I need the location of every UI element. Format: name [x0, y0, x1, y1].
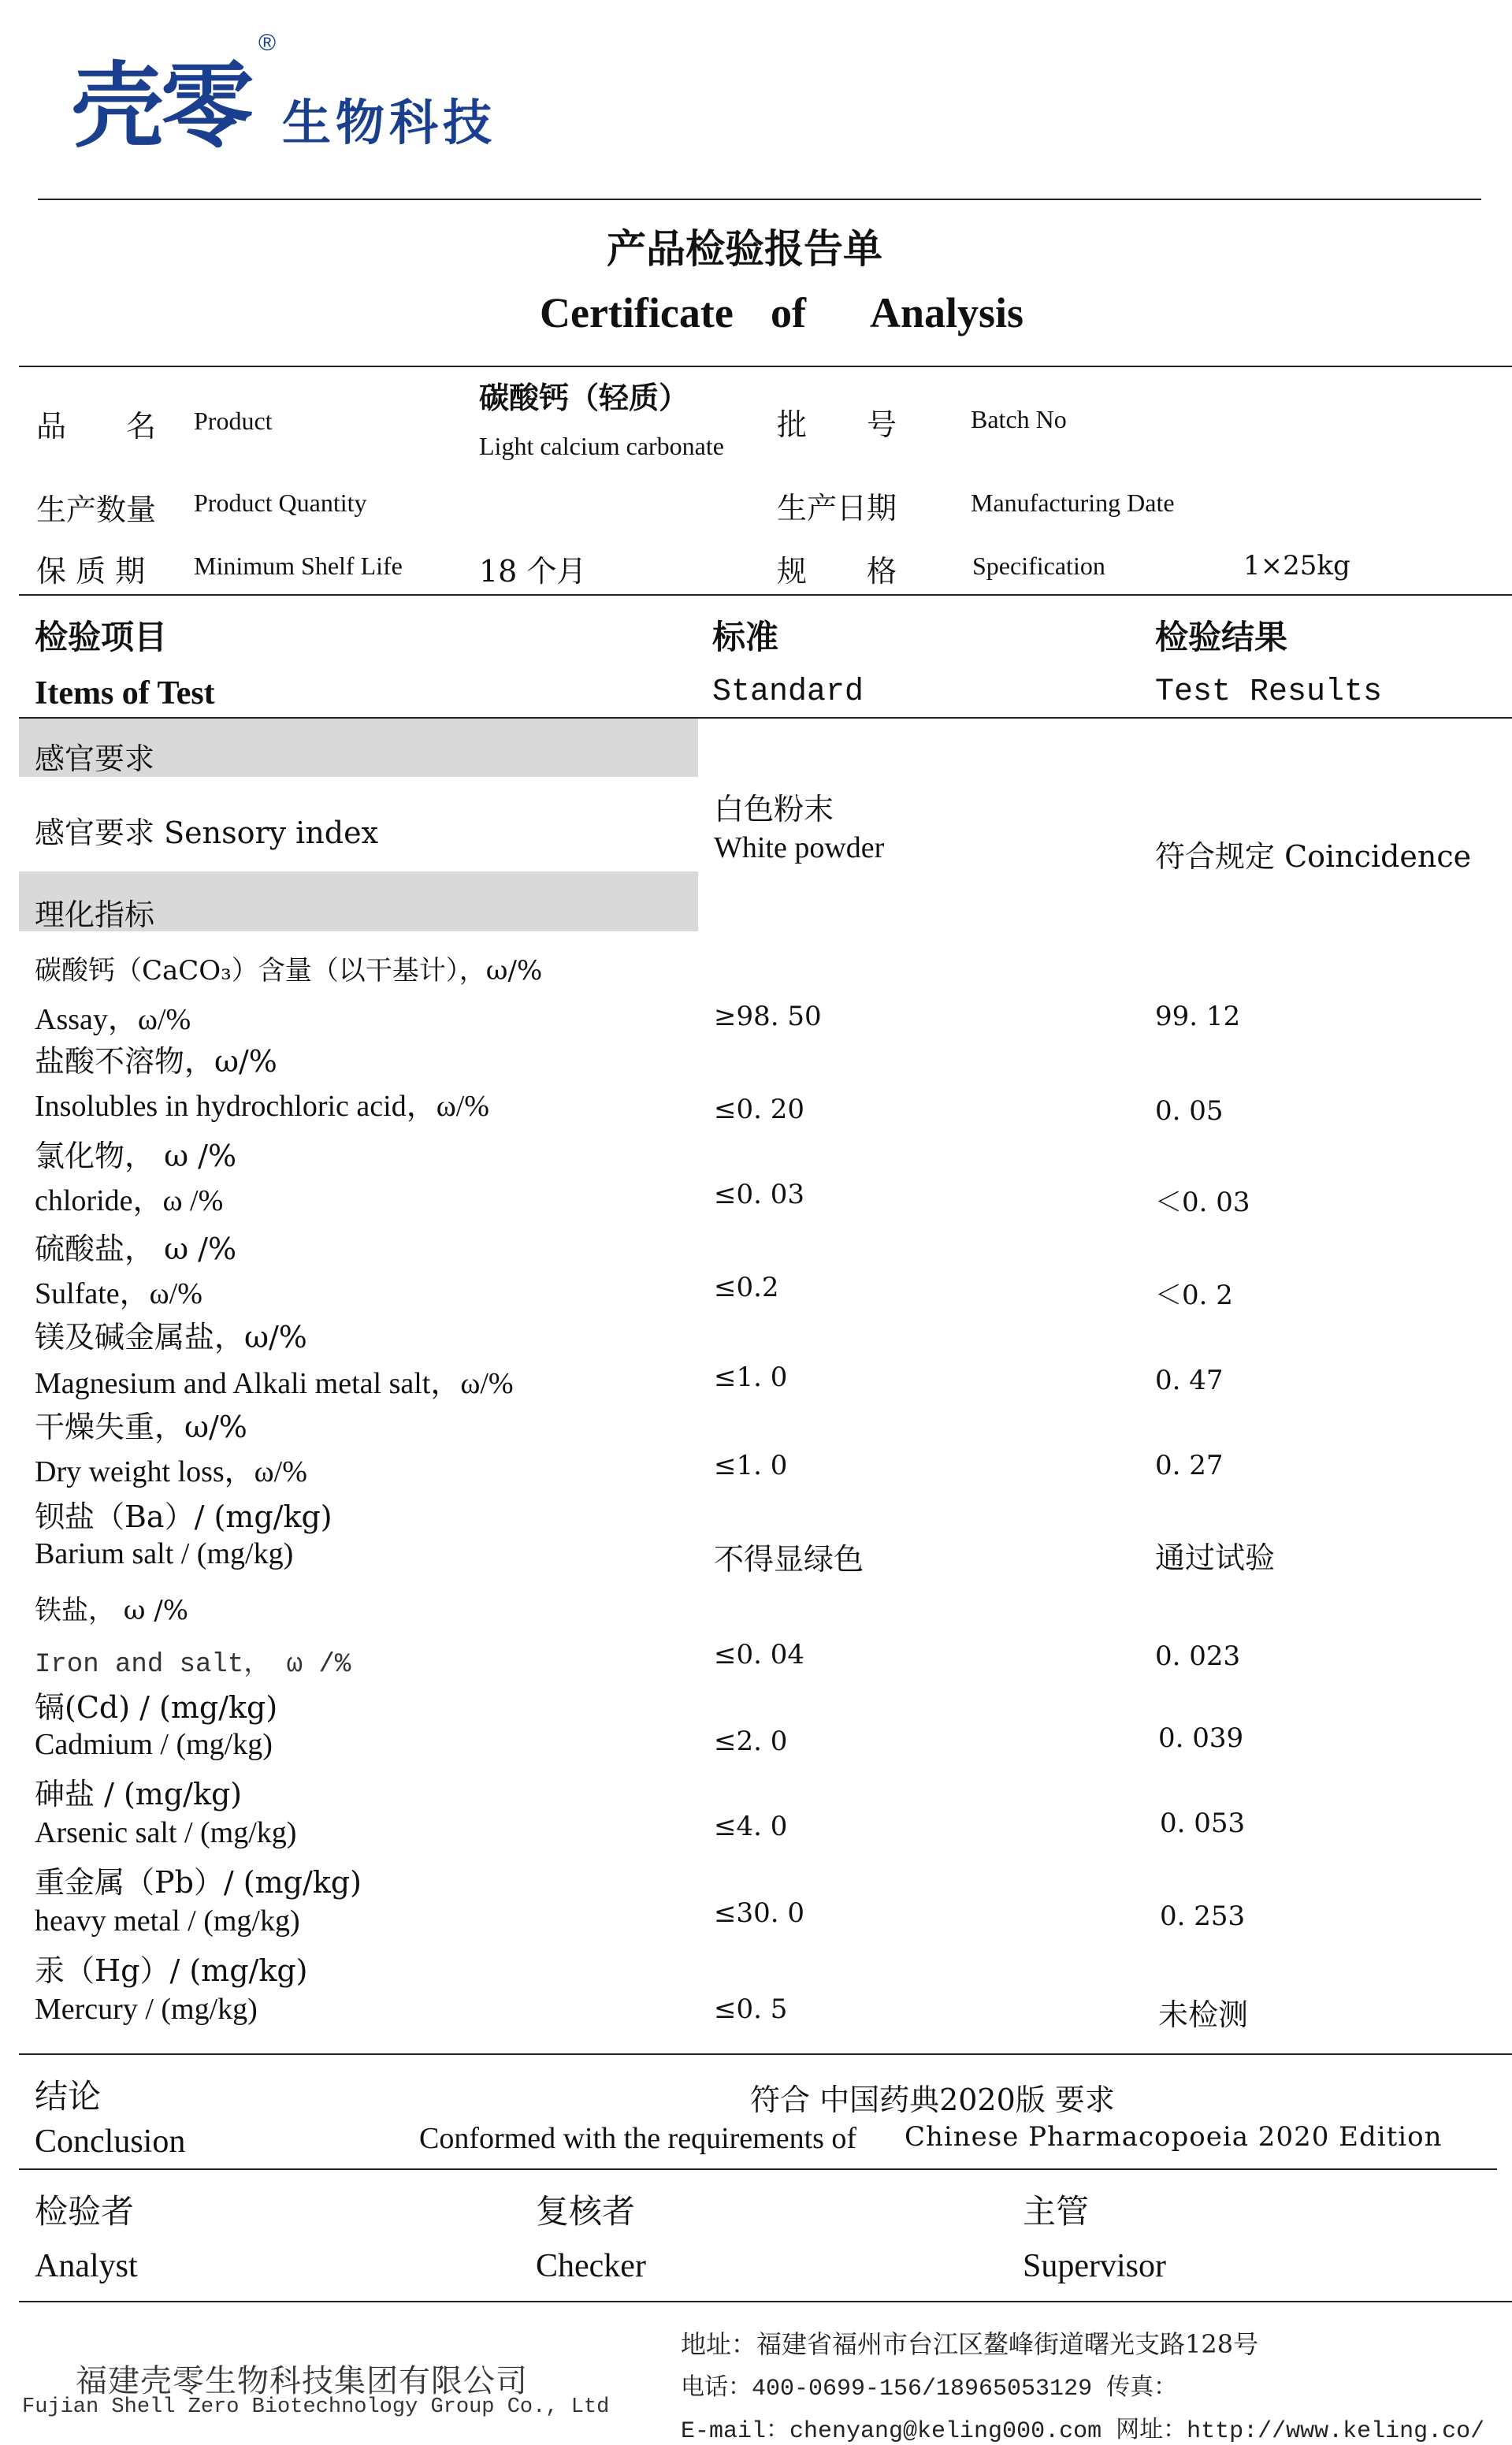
company-name-en: Fujian Shell Zero Biotechnology Group Co., Ltd	[22, 2395, 610, 2419]
registered-mark: ®	[258, 30, 277, 56]
row-standard: ≤4. 0	[714, 1811, 788, 1842]
logo-subtitle: 生物科技	[282, 94, 497, 151]
spec-label-en: Specification	[972, 552, 1105, 580]
sensory-standard-cn: 白色粉末	[714, 792, 834, 827]
shelf-label-cn: 保 质 期	[36, 554, 146, 589]
header-divider	[38, 199, 1481, 200]
row-result: 0. 05	[1155, 1095, 1224, 1127]
row-cn: 干燥失重，ω/%	[35, 1410, 247, 1444]
row-result: ＜0. 2	[1155, 1280, 1233, 1311]
row-cn: 重金属（Pb）/ (mg/kg)	[35, 1865, 362, 1900]
row-cn: 汞（Hg）/ (mg/kg)	[35, 1953, 308, 1988]
company-name-cn: 福建壳零生物科技集团有限公司	[76, 2363, 528, 2399]
conclusion-label-en: Conclusion	[35, 2124, 186, 2160]
row-result: 0. 253	[1160, 1901, 1246, 1932]
row-standard: ≤0. 04	[714, 1639, 804, 1670]
title-en-2: of	[771, 289, 806, 336]
footer-email-web: E-mail：chenyang@keling000.com 网址：http://www.keling.co/	[681, 2418, 1485, 2445]
row-standard: ≤0. 5	[714, 1994, 788, 2025]
product-name-cn: 碳酸钙（轻质）	[479, 380, 689, 415]
row-standard: ≤0.2	[714, 1272, 779, 1303]
row-en: Arsenic salt / (mg/kg)	[35, 1816, 297, 1849]
mfg-label-en: Manufacturing Date	[971, 489, 1175, 517]
row-en: Insolubles in hydrochloric acid，ω/%	[35, 1090, 489, 1123]
row-result: 0. 27	[1155, 1450, 1224, 1481]
row-result: 通过试验	[1155, 1540, 1276, 1575]
row-en: Magnesium and Alkali metal salt，ω/%	[35, 1367, 514, 1400]
conclusion-text-cn: 符合 中国药典2020版 要求	[750, 2083, 1115, 2117]
row-cn: 钡盐（Ba）/ (mg/kg)	[35, 1499, 332, 1534]
sensory-standard-en: White powder	[714, 831, 885, 864]
row-en: Barium salt / (mg/kg)	[35, 1537, 294, 1570]
row-cn: 铁盐， ω /%	[35, 1595, 189, 1626]
shelf-label-en: Minimum Shelf Life	[194, 552, 403, 580]
sensory-result: 符合规定 Coincidence	[1155, 839, 1472, 874]
standard-header-cn: 标准	[712, 618, 779, 656]
row-en: chloride，ω /%	[35, 1184, 224, 1217]
row-en: Dry weight loss，ω/%	[35, 1455, 307, 1488]
standard-header-en: Standard	[712, 674, 864, 710]
row-en: Cadmium / (mg/kg)	[35, 1728, 273, 1761]
title-en-3: Analysis	[870, 289, 1024, 336]
row-en: Sulfate，ω/%	[35, 1277, 202, 1310]
qty-label-cn: 生产数量	[36, 492, 157, 527]
title-en-1: Certificate	[540, 289, 734, 336]
row-result: ＜0. 03	[1155, 1187, 1250, 1218]
row-result: 99. 12	[1155, 1001, 1241, 1032]
row-standard: ≤0. 03	[714, 1179, 804, 1210]
row-cn: 盐酸不溶物，ω/%	[35, 1044, 277, 1079]
row-standard: 不得显绿色	[714, 1542, 864, 1577]
supervisor-label-cn: 主管	[1023, 2192, 1090, 2231]
analyst-label-en: Analyst	[35, 2248, 138, 2284]
logo-brand: 壳零	[71, 52, 251, 161]
section-sensory: 感官要求	[35, 741, 155, 776]
row-cn: 氯化物， ω /%	[35, 1139, 237, 1173]
qty-label-en: Product Quantity	[194, 489, 367, 517]
title-cn: 产品检验报告单	[607, 225, 882, 272]
row-cn: 砷盐 / (mg/kg)	[35, 1777, 243, 1811]
conclusion-label-cn: 结论	[35, 2077, 102, 2116]
row-result: 0. 039	[1158, 1722, 1244, 1754]
analyst-label-cn: 检验者	[35, 2192, 135, 2231]
section-physchem: 理化指标	[35, 897, 155, 932]
row-en: heavy metal / (mg/kg)	[35, 1904, 300, 1938]
results-header-cn: 检验结果	[1155, 618, 1288, 656]
row-result: 0. 023	[1155, 1641, 1241, 1672]
conclusion-text-en-1: Conformed with the requirements of	[419, 2122, 857, 2155]
row-cn: 碳酸钙（CaCO₃）含量（以干基计），ω/%	[35, 955, 543, 987]
info-divider	[19, 594, 1512, 596]
shelf-value: 18 个月	[479, 554, 587, 589]
row-cn: 硫酸盐， ω /%	[35, 1232, 237, 1266]
conclusion-divider	[19, 2168, 1497, 2170]
row-en: Iron and salt， ω /%	[35, 1650, 351, 1680]
row-en: Assay，ω/%	[35, 1003, 191, 1036]
product-name-en: Light calcium carbonate	[479, 432, 724, 460]
footer-address: 地址：福建省福州市台江区鳌峰街道曙光支路128号	[681, 2329, 1259, 2359]
product-label-cn: 品 名	[36, 409, 157, 444]
checker-label-cn: 复核者	[536, 2192, 636, 2231]
mfg-label-cn: 生产日期	[777, 491, 897, 526]
row-standard: ≥98. 50	[714, 1001, 822, 1032]
title-divider	[19, 366, 1512, 367]
row-result: 未检测	[1158, 1997, 1249, 2032]
row-standard: ≤1. 0	[714, 1362, 788, 1393]
results-header-en: Test Results	[1155, 674, 1383, 710]
product-label-en: Product	[194, 407, 273, 435]
checker-label-en: Checker	[536, 2248, 646, 2284]
row-standard: ≤2. 0	[714, 1726, 788, 1757]
spec-value: 1×25kg	[1243, 550, 1350, 582]
signature-divider	[19, 2301, 1512, 2302]
rows-bottom-divider	[19, 2053, 1512, 2055]
items-header-cn: 检验项目	[35, 618, 168, 656]
supervisor-label-en: Supervisor	[1023, 2248, 1166, 2284]
batch-label-en: Batch No	[971, 405, 1067, 433]
row-result: 0. 053	[1160, 1808, 1246, 1839]
items-header-en: Items of Test	[35, 675, 215, 712]
row-cn: 镁及碱金属盐，ω/%	[35, 1320, 307, 1354]
row-en: Mercury / (mg/kg)	[35, 1993, 258, 2026]
row-standard: ≤0. 20	[714, 1094, 804, 1125]
row-standard: ≤1. 0	[714, 1450, 788, 1481]
footer-phone: 电话：400-0699-156/18965053129 传真：	[681, 2376, 1178, 2402]
row-result: 0. 47	[1155, 1365, 1224, 1396]
batch-label-cn: 批 号	[777, 407, 897, 442]
row-cn: 镉(Cd) / (mg/kg)	[35, 1690, 278, 1725]
spec-label-cn: 规 格	[777, 554, 897, 589]
conclusion-text-en-2: Chinese Pharmacopoeia 2020 Edition	[905, 2121, 1443, 2153]
sensory-item: 感官要求 Sensory index	[35, 816, 379, 850]
row-standard: ≤30. 0	[714, 1897, 804, 1929]
